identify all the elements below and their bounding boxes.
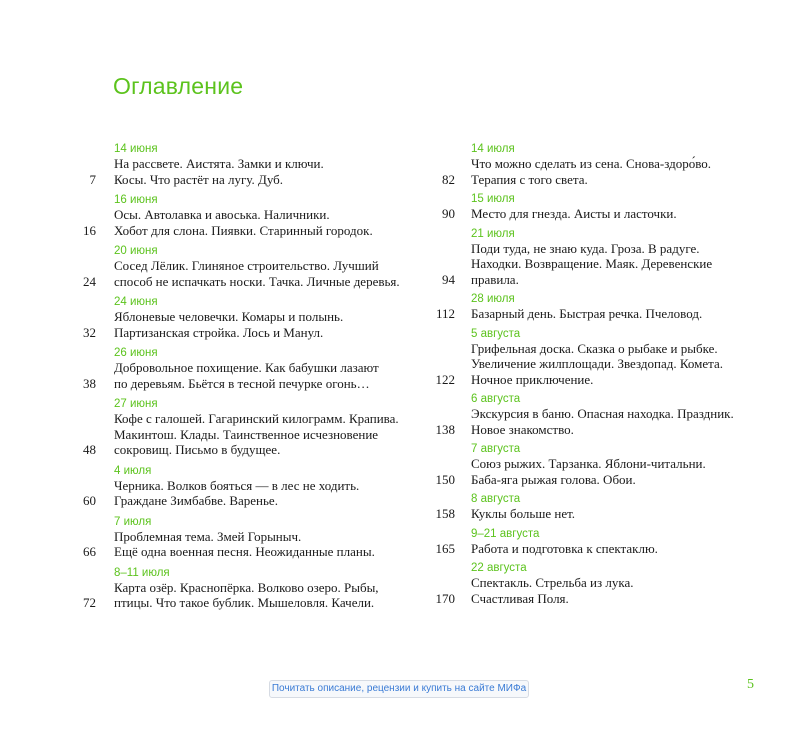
toc-entry-page: 150	[435, 471, 455, 487]
toc-entry-page: 138	[435, 421, 455, 437]
toc-entry-page: 38	[83, 375, 96, 391]
toc-entry-line: Добровольное похищение. Как бабушки лазают	[114, 360, 379, 375]
toc-entry-line: Граждане Зимбабве. Варенье.	[114, 493, 278, 508]
toc-entry-date: 20 июня	[114, 245, 158, 257]
toc-entry-line: Союз рыжих. Тарзанка. Яблони-читальни.	[471, 456, 706, 471]
toc-entry-date: 7 августа	[471, 443, 521, 455]
toc-entry-line: птицы. Что такое бублик. Мышеловля. Качели.	[114, 595, 375, 610]
toc-entry-page: 66	[83, 544, 96, 559]
toc-entry-line: Работа и подготовка к спектаклю.	[471, 540, 658, 556]
toc-entry-date: 7 июля	[114, 515, 152, 528]
toc-entry	[70, 464, 415, 509]
toc-entry-date: 14 июля	[471, 143, 515, 155]
toc-entry-page: 16	[83, 222, 96, 238]
toc-entry-line: Куклы больше нет.	[471, 506, 576, 521]
toc-entry-date: 8 августа	[471, 493, 521, 505]
toc-entry-page: 94	[442, 271, 455, 287]
toc-entry-line: Базарный день. Быстрая речка. Пчеловод.	[471, 306, 703, 321]
toc-right-column	[423, 142, 743, 611]
toc-entry-line: Партизанская стройка. Лось и Манул.	[114, 324, 324, 340]
toc-entry	[70, 244, 415, 289]
toc-entry-line: На рассвете. Аистята. Замки и ключи.	[114, 156, 324, 171]
toc-entry-body	[114, 464, 415, 509]
toc-entry-line: Кофе с галошей. Гагаринский килограмм. Крапива.	[114, 411, 399, 426]
toc-entry	[423, 142, 743, 187]
toc-entry-page: 170	[435, 590, 455, 606]
toc-entry-page: 112	[435, 306, 455, 321]
toc-entry-line: по деревьям. Бьётся в тесной печурке огонь…	[114, 375, 370, 391]
toc-entry-body	[471, 327, 743, 388]
toc-entry	[423, 227, 743, 288]
toc-entry-line: Осы. Автолавка и авоська. Наличники.	[114, 207, 330, 222]
toc-entry-date: 21 июля	[471, 227, 515, 240]
toc-entry	[423, 327, 743, 388]
toc-entry-date: 24 июня	[114, 296, 158, 308]
toc-entry-page: 72	[83, 595, 96, 610]
toc-entry-page: 7	[89, 171, 96, 187]
toc-entry-page: 82	[442, 171, 455, 187]
toc-entry-page: 48	[83, 442, 96, 457]
toc-entry-body	[114, 566, 415, 611]
toc-entry-body	[471, 442, 743, 487]
toc-entry-body	[114, 397, 415, 458]
toc-entry-date: 16 июня	[114, 194, 158, 206]
toc-entry-line: Место для гнезда. Аисты и ласточки.	[471, 206, 677, 221]
toc-entry-date: 15 июля	[471, 193, 515, 205]
toc-entry-line: Косы. Что растёт на лугу. Дуб.	[114, 171, 284, 187]
toc-entry-date: 28 июля	[471, 293, 515, 305]
toc-entry-body	[114, 193, 415, 238]
toc-entry-page: 32	[83, 324, 96, 340]
toc-entry	[423, 192, 743, 222]
toc-entry-line: сокровищ. Письмо в будущее.	[114, 442, 281, 457]
toc-entry-line: Новое знакомство.	[471, 421, 574, 437]
toc-entry-body	[114, 346, 415, 391]
toc-entry-line: Поди туда, не знаю куда. Гроза. В радуге.	[471, 240, 700, 256]
toc-entry-line: Грифельная доска. Сказка о рыбаке и рыбке.	[471, 340, 718, 356]
toc-entry-line: Увеличение жилплощади. Звездопад. Комета.	[471, 356, 723, 371]
toc-entry-line: правила.	[471, 271, 519, 287]
toc-entry-date: 4 июля	[114, 464, 152, 477]
toc-entry-line: Черника. Волков бояться — в лес не ходить.	[114, 477, 360, 493]
toc-entry-line: Карта озёр. Краснопёрка. Волково озеро. Рыбы,	[114, 579, 379, 595]
toc-entry-body	[471, 292, 743, 322]
toc-entry-line: Макинтош. Клады. Таинственное исчезновение	[114, 426, 379, 442]
toc-entry	[423, 492, 743, 522]
toc-entry-body	[114, 295, 415, 340]
toc-entry-body	[471, 192, 743, 222]
toc-entry-date: 22 августа	[471, 562, 527, 574]
toc-entry	[70, 397, 415, 458]
toc-entry-date: 8–11 июля	[114, 566, 170, 579]
toc-entry-body	[471, 392, 743, 437]
toc-entry-page: 158	[435, 506, 455, 521]
toc-entry-date: 26 июня	[114, 347, 158, 359]
toc-entry-body	[471, 492, 743, 522]
buy-link-button[interactable]: Почитать описание, рецензии и купить на сайте МИФа	[269, 680, 529, 698]
toc-entry-date: 14 июня	[114, 143, 158, 155]
toc-entry-body	[471, 142, 743, 187]
toc-entry-date: 5 августа	[471, 327, 521, 340]
toc-entry-body	[471, 227, 743, 288]
page-number: 5	[747, 677, 754, 692]
toc-entry-line: Экскурсия в баню. Опасная находка. Праздник.	[471, 406, 734, 421]
toc-entry-line: Терапия с того света.	[471, 171, 588, 187]
toc-entry-line: Хобот для слона. Пиявки. Старинный городок.	[114, 222, 373, 238]
toc-entry-line: Яблоневые человечки. Комары и полынь.	[114, 309, 344, 324]
toc-entry	[70, 346, 415, 391]
toc-entry	[70, 295, 415, 340]
toc-entry-date: 27 июня	[114, 398, 158, 410]
toc-entry-body	[114, 515, 415, 560]
toc-entry-page: 122	[435, 371, 455, 387]
toc-entry-line: Проблемная тема. Змей Горыныч.	[114, 528, 302, 544]
toc-entry-body	[471, 561, 743, 606]
toc-entry-line: Спектакль. Стрельба из лука.	[471, 575, 634, 590]
toc-entry-line: Баба-яга рыжая голова. Обои.	[471, 471, 636, 487]
toc-left-column	[70, 142, 415, 617]
toc-entry	[423, 292, 743, 322]
toc-entry	[70, 142, 415, 187]
toc-entry-date: 9–21 августа	[471, 527, 540, 540]
toc-entry-page: 165	[435, 540, 455, 556]
toc-entry	[423, 392, 743, 437]
toc-entry-body	[471, 527, 743, 557]
toc-entry-body	[114, 244, 415, 289]
toc-entry-body	[114, 142, 415, 187]
toc-entry	[423, 561, 743, 606]
toc-entry	[70, 515, 415, 560]
page-title: Оглавление	[113, 73, 244, 99]
toc-entry	[70, 566, 415, 611]
toc-entry-line: Ночное приключение.	[471, 371, 594, 387]
toc-entry	[423, 442, 743, 487]
toc-entry-line: Сосед Лёлик. Глиняное строительство. Лучший	[114, 258, 379, 273]
toc-entry-page: 24	[83, 273, 96, 289]
toc-entry-line: Находки. Возвращение. Маяк. Деревенские	[471, 256, 713, 271]
toc-entry-line: Счастливая Поля.	[471, 590, 569, 606]
toc-entry-page: 60	[83, 493, 96, 508]
toc-entry-line: Что можно сделать из сена. Снова-здоро́во.	[471, 156, 712, 171]
toc-entry-line: способ не испачкать носки. Тачка. Личные деревья.	[114, 273, 400, 289]
toc-entry	[423, 527, 743, 557]
toc-entry-page: 90	[442, 206, 455, 221]
toc-entry-date: 6 августа	[471, 393, 521, 405]
toc-entry	[70, 193, 415, 238]
toc-entry-line: Ещё одна военная песня. Неожиданные планы.	[114, 544, 375, 559]
